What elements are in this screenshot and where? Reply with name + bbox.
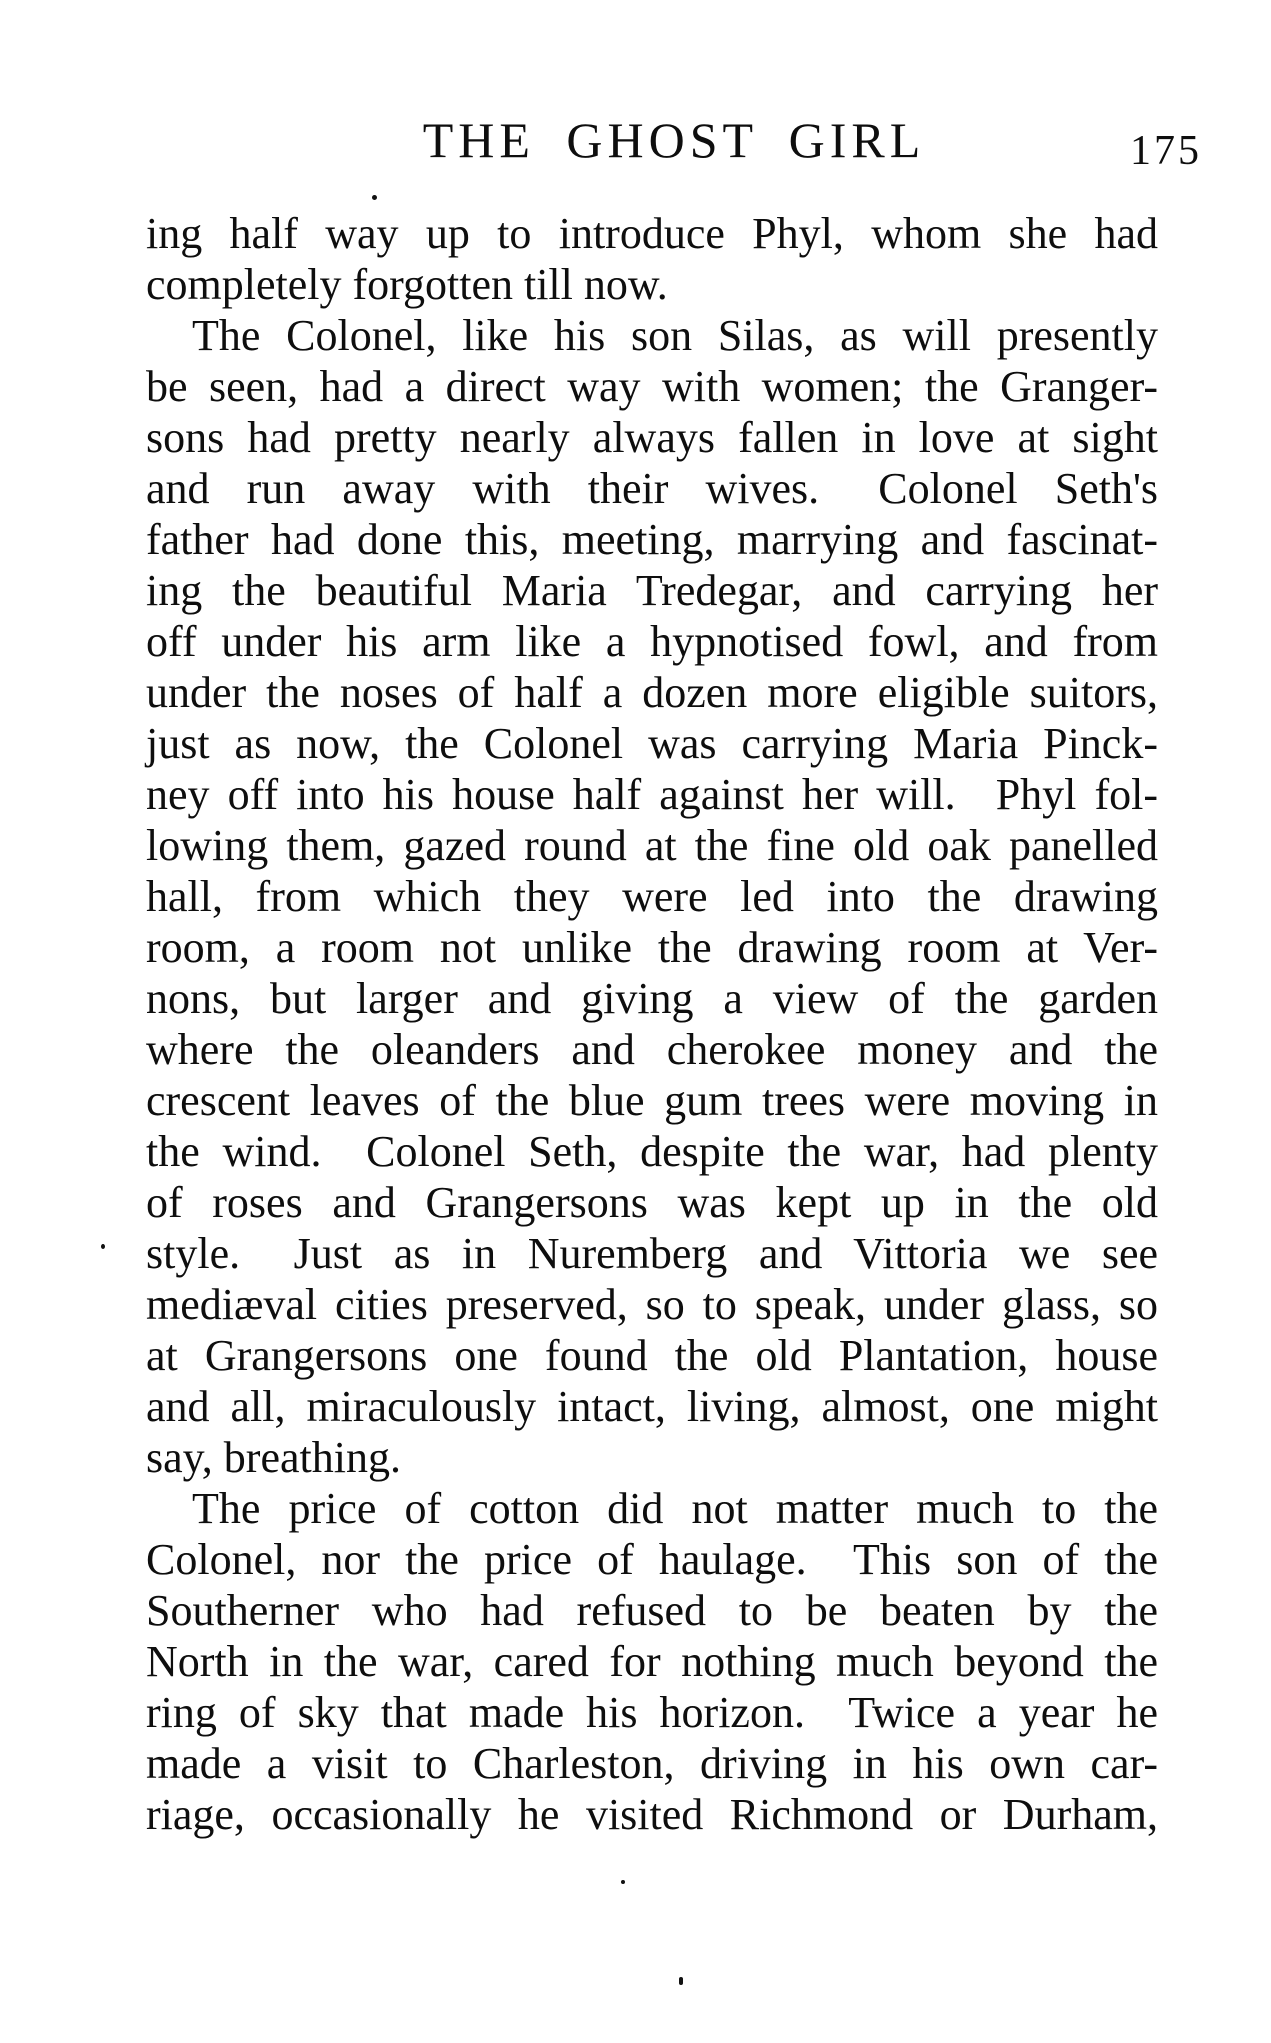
text-line: the wind. Colonel Seth, despite the war, had plenty: [146, 1127, 1158, 1176]
text-line: ing the beautiful Maria Tredegar, and carrying her: [146, 566, 1158, 615]
scan-speck: [621, 1880, 625, 1884]
text-line: just as now, the Colonel was carrying Maria Pinck-: [146, 719, 1158, 768]
text-line: Southerner who had refused to be beaten by the: [146, 1586, 1158, 1635]
text-line: where the oleanders and cherokee money and the: [146, 1025, 1158, 1074]
text-line: father had done this, meeting, marrying and fascinat-: [146, 515, 1158, 564]
text-line: Colonel, nor the price of haulage. This son of the: [146, 1535, 1158, 1584]
text-line: The Colonel, like his son Silas, as will presently: [192, 311, 1158, 360]
text-line: room, a room not unlike the drawing room at Ver-: [146, 923, 1158, 972]
text-line: under the noses of half a dozen more eligible suitors,: [146, 668, 1158, 717]
text-line: and run away with their wives. Colonel Seth's: [146, 464, 1158, 513]
text-line: made a visit to Charleston, driving in his own car-: [146, 1739, 1158, 1788]
text-line: crescent leaves of the blue gum trees were moving in: [146, 1076, 1158, 1125]
text-line: ney off into his house half against her will. Phyl fol-: [146, 770, 1158, 819]
text-line: and all, miraculously intact, living, almost, one might: [146, 1382, 1158, 1431]
text-line: ring of sky that made his horizon. Twice a year he: [146, 1688, 1158, 1737]
scan-speck: [372, 195, 377, 200]
scan-speck: [101, 1244, 105, 1249]
body-text: [146, 208, 1158, 1840]
text-line: completely forgotten till now.: [146, 260, 668, 309]
text-line: sons had pretty nearly always fallen in love at sight: [146, 413, 1158, 462]
text-line: nons, but larger and giving a view of the garden: [146, 974, 1158, 1023]
text-line: The price of cotton did not matter much to the: [192, 1484, 1158, 1533]
text-line: mediæval cities preserved, so to speak, under glass, so: [146, 1280, 1158, 1329]
text-line: North in the war, cared for nothing much beyond the: [146, 1637, 1158, 1686]
scan-speck: [679, 1977, 683, 1985]
text-line: style. Just as in Nuremberg and Vittoria we see: [146, 1229, 1158, 1278]
page-number: 175: [1130, 128, 1202, 174]
text-line: at Grangersons one found the old Plantation, house: [146, 1331, 1158, 1380]
text-line: of roses and Grangersons was kept up in the old: [146, 1178, 1158, 1227]
running-head: [146, 112, 1202, 174]
running-title: THE GHOST GIRL: [422, 112, 926, 168]
text-line: be seen, had a direct way with women; the Granger-: [146, 362, 1158, 411]
text-line: say, breathing.: [146, 1433, 401, 1482]
text-line: hall, from which they were led into the drawing: [146, 872, 1158, 921]
text-line: lowing them, gazed round at the fine old oak panelled: [146, 821, 1158, 870]
text-line: off under his arm like a hypnotised fowl, and from: [146, 617, 1158, 666]
text-line: ing half way up to introduce Phyl, whom she had: [146, 209, 1158, 258]
text-line: riage, occasionally he visited Richmond or Durham,: [146, 1790, 1158, 1839]
